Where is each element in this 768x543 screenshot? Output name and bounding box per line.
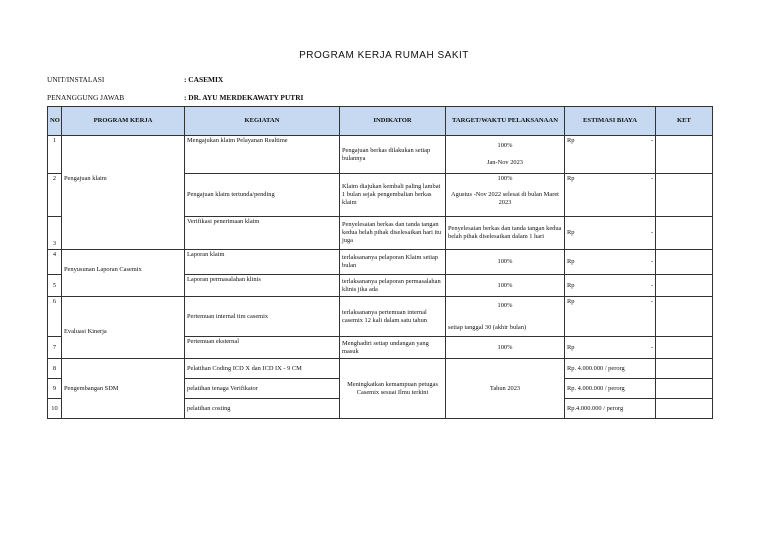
- ket-cell: [656, 250, 713, 275]
- row-no: 4: [48, 250, 62, 275]
- target-value: 100%: [497, 175, 513, 182]
- kegiatan-cell: Laporan permasalahan klinis: [185, 275, 340, 297]
- pj-value: : DR. AYU MERDEKAWATY PUTRI: [184, 93, 304, 102]
- target-cell: Penyelesaian berkas dan tanda tangan kedua belah pihak diselesaikan dalam 1 hari: [446, 217, 565, 250]
- kegiatan-cell: Laporan klaim: [185, 250, 340, 275]
- table-row: [48, 250, 713, 275]
- target-period: setiap tanggal 30 (akhir bulan): [448, 323, 527, 331]
- table-row: [48, 337, 713, 359]
- indikator-cell: Pengajuan berkas dilakukan setiap bulannya: [340, 136, 446, 174]
- row-no: 8: [48, 359, 62, 379]
- ket-cell: [656, 217, 713, 250]
- row-no: 1: [48, 136, 62, 174]
- header-ket: KET: [656, 107, 713, 136]
- unit-label: UNIT/INSTALASI: [47, 75, 105, 84]
- target-period: Jan-Nov 2023: [486, 159, 524, 166]
- biaya-cell: [565, 174, 656, 217]
- document-title: PROGRAM KERJA RUMAH SAKIT: [299, 50, 469, 61]
- target-cell: [446, 297, 565, 337]
- row-no: 3: [48, 217, 62, 250]
- header-program: PROGRAM KERJA: [62, 107, 185, 136]
- table-header-row: [48, 107, 713, 136]
- rp-label: Rp: [567, 175, 575, 182]
- target-cell: 100%: [446, 275, 565, 297]
- header-kegiatan: KEGIATAN: [185, 107, 340, 136]
- table-row: [48, 136, 713, 174]
- rp-dash: -: [650, 229, 653, 236]
- rp-label: Rp: [567, 343, 575, 351]
- program-cell: Pengembangan SDM: [62, 379, 185, 399]
- row-no: 2: [48, 174, 62, 217]
- ket-cell: [656, 275, 713, 297]
- pj-label: PENANGGUNG JAWAB: [47, 93, 125, 102]
- ket-cell: [656, 399, 713, 419]
- target-value: 100%: [497, 301, 513, 309]
- indikator-cell: Penyelesaian berkas dan tanda tangan kedua belah pihak diselesaikan hari itu juga: [340, 217, 446, 250]
- target-cell: [446, 174, 565, 217]
- biaya-cell: [565, 136, 656, 174]
- rp-dash: -: [650, 137, 653, 144]
- rp-dash: -: [650, 175, 653, 182]
- biaya-cell: [565, 297, 656, 337]
- row-no: 5: [48, 275, 62, 297]
- target-period: Agustus -Nov 2022 selesai di bulan Maret 2023: [451, 191, 559, 206]
- ket-cell: [656, 136, 713, 174]
- program-cell: [62, 359, 185, 379]
- target-cell: Tahun 2023: [446, 359, 565, 419]
- table-row: [48, 297, 713, 337]
- ket-cell: [656, 174, 713, 217]
- ket-cell: [656, 379, 713, 399]
- row-no: 10: [48, 399, 62, 419]
- table-row: [48, 359, 713, 379]
- rp-label: Rp: [567, 258, 575, 265]
- program-cell: Evaluasi Kinerja: [62, 297, 185, 337]
- program-cell: [62, 217, 185, 250]
- row-no: 6: [48, 297, 62, 337]
- biaya-cell: [565, 275, 656, 297]
- table-row: [48, 275, 713, 297]
- program-cell: Pengajuan klaim: [62, 174, 185, 217]
- kegiatan-cell: pelatihan costing: [185, 399, 340, 419]
- target-value: 100%: [497, 142, 513, 149]
- target-cell: [446, 136, 565, 174]
- row-no: 7: [48, 337, 62, 359]
- biaya-cell: Rp.4.000.000 / perorg: [565, 399, 656, 419]
- biaya-cell: [565, 337, 656, 359]
- ket-cell: [656, 359, 713, 379]
- unit-value: : CASEMIX: [184, 75, 224, 84]
- indikator-cell: Meningkatkan kemampuan petugas Casemix sesuai Ilmu terkini: [340, 359, 446, 419]
- program-cell: Penyusunan Laporan Casemix: [62, 250, 185, 275]
- rp-label: Rp: [567, 281, 575, 289]
- kegiatan-cell: Pengajuan klaim tertunda/pending: [185, 174, 340, 217]
- table-row: [48, 174, 713, 217]
- kegiatan-cell: Pelatihan Coding ICD X dan ICD IX - 9 CM: [185, 359, 340, 379]
- ket-cell: [656, 297, 713, 337]
- rp-dash: -: [650, 281, 653, 289]
- kegiatan-cell: pelatihan tenaga Verifikator: [185, 379, 340, 399]
- row-no: 9: [48, 379, 62, 399]
- rp-dash: -: [650, 343, 653, 351]
- indikator-cell: terlaksananya pelaporan permasalahan klinis jika ada: [340, 275, 446, 297]
- rp-dash: -: [650, 298, 653, 305]
- header-target: TARGET/WAKTU PELAKSANAAN: [446, 107, 565, 136]
- program-cell: [62, 275, 185, 297]
- biaya-cell: [565, 217, 656, 250]
- header-indikator: INDIKATOR: [340, 107, 446, 136]
- indikator-cell: Klaim diajukan kembali paling lambat 1 bulan sejak pengembalian berkas klaim: [340, 174, 446, 217]
- program-cell: [62, 399, 185, 419]
- table-row: [48, 217, 713, 250]
- header-no: NO: [48, 107, 62, 136]
- rp-label: Rp: [567, 298, 575, 305]
- program-cell: [62, 337, 185, 359]
- kegiatan-cell: Mengajukan klaim Pelayanan Realtime: [185, 136, 340, 174]
- indikator-cell: Menghadiri setiap undangan yang masuk: [340, 337, 446, 359]
- biaya-cell: Rp. 4.000.000 / perorg: [565, 379, 656, 399]
- target-cell: 100%: [446, 337, 565, 359]
- kegiatan-cell: Pertemuan internal tim casemix: [185, 297, 340, 337]
- kegiatan-cell: Pertemuan eksternal: [185, 337, 340, 359]
- biaya-cell: Rp. 4.000.000 / perorg: [565, 359, 656, 379]
- biaya-cell: [565, 250, 656, 275]
- header-biaya: ESTIMASI BIAYA: [565, 107, 656, 136]
- indikator-cell: terlaksananya pelaporan Klaim setiap bulan: [340, 250, 446, 275]
- indikator-cell: terlaksananya pertemuan internal casemix 12 kali dalam satu tahun: [340, 297, 446, 337]
- program-table: [47, 106, 713, 419]
- program-cell: [62, 136, 185, 174]
- kegiatan-cell: Verifikasi penerimaan klaim: [185, 217, 340, 250]
- target-cell: 100%: [446, 250, 565, 275]
- rp-dash: -: [650, 258, 653, 265]
- rp-label: Rp: [567, 229, 575, 236]
- ket-cell: [656, 337, 713, 359]
- rp-label: Rp: [567, 137, 575, 144]
